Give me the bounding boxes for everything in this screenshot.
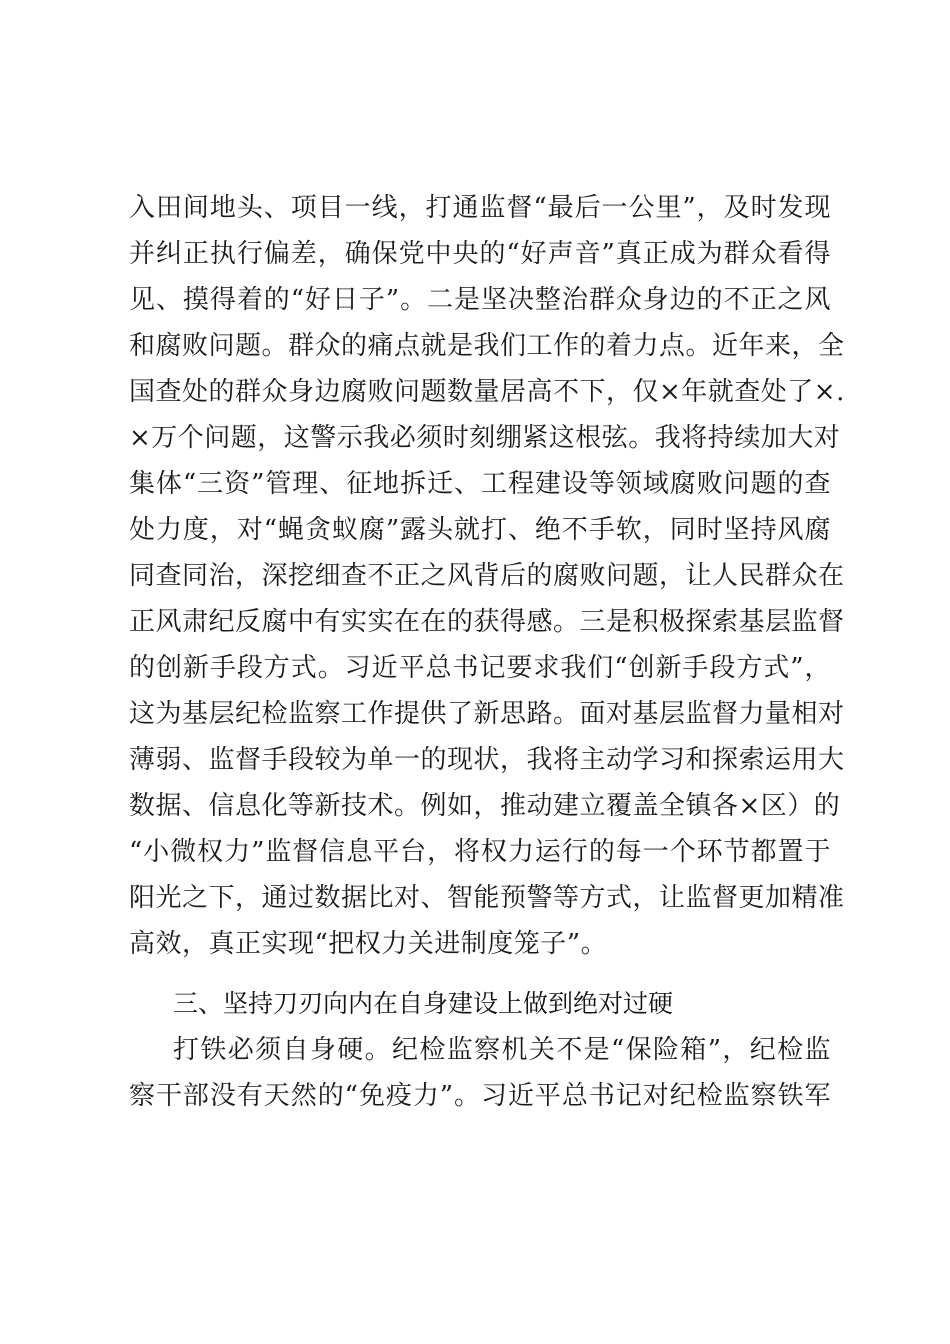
- paragraph-line: 数据、信息化等新技术。例如，推动建立覆盖全镇各×区）的: [129, 791, 841, 821]
- paragraph-line: 薄弱、监督手段较为单一的现状，我将主动学习和探索运用大: [129, 745, 845, 775]
- paragraph-line: 和腐败问题。群众的痛点就是我们工作的着力点。近年来，全: [129, 331, 845, 361]
- paragraph-line: 国查处的群众身边腐败问题数量居高不下，仅×年就查处了×.: [129, 377, 845, 407]
- paragraph-line: ×万个问题，这警示我必须时刻绷紧这根弦。我将持续加大对: [129, 423, 841, 453]
- paragraph-line: 并纠正执行偏差，确保党中央的“好声音”真正成为群众看得: [129, 239, 831, 269]
- document-body: [129, 185, 845, 1119]
- body-paragraph: [129, 1027, 831, 1119]
- paragraph-line: 处力度，对“蝇贪蚁腐”露头就打、绝不手软，同时坚持风腐: [129, 515, 831, 545]
- paragraph-line: 这为基层纪检监察工作提供了新思路。面对基层监督力量相对: [129, 699, 845, 729]
- paragraph-line: 入田间地头、项目一线，打通监督“最后一公里”，及时发现: [129, 193, 831, 223]
- section-heading: 三、坚持刀刃向内在自身建设上做到绝对过硬: [173, 989, 674, 1018]
- paragraph-line: 高效，真正实现“把权力关进制度笼子”。: [129, 929, 608, 959]
- paragraph-line: “小微权力”监督信息平台，将权力运行的每一个环节都置于: [129, 837, 831, 867]
- paragraph-line: 同查同治，深挖细查不正之风背后的腐败问题，让人民群众在: [129, 561, 845, 591]
- body-paragraph: [129, 185, 845, 967]
- paragraph-line: 的创新手段方式。习近平总书记要求我们“创新手段方式”，: [129, 653, 831, 683]
- paragraph-line: 察干部没有天然的“免疫力”。习近平总书记对纪检监察铁军: [129, 1081, 831, 1111]
- paragraph-line: 见、摸得着的“好日子”。二是坚决整治群众身边的不正之风: [129, 285, 831, 315]
- paragraph-line: 阳光之下，通过数据比对、智能预警等方式，让监督更加精准: [129, 883, 845, 913]
- paragraph-line: 打铁必须自身硬。纪检监察机关不是“保险箱”，纪检监: [173, 1035, 831, 1065]
- paragraph-line: 正风肃纪反腐中有实实在在的获得感。三是积极探索基层监督: [129, 607, 845, 637]
- paragraph-line: 集体“三资”管理、征地拆迁、工程建设等领域腐败问题的查: [129, 469, 831, 499]
